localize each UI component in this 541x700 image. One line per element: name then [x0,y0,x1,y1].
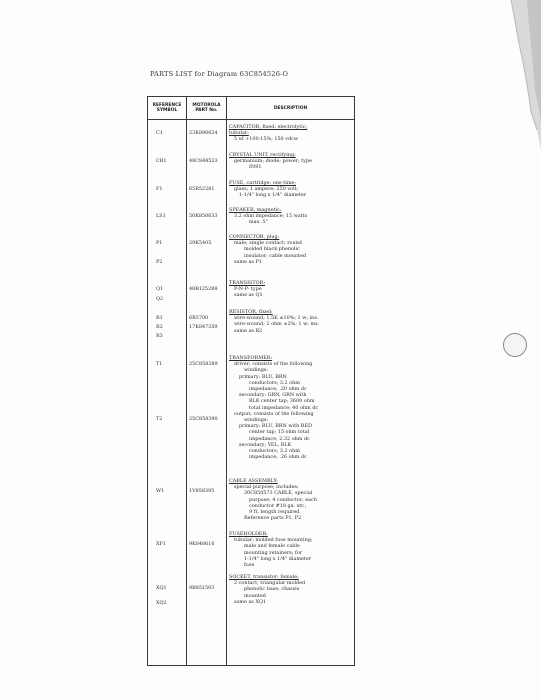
part-number: 25C858390 [189,416,218,422]
description-line: P-N-P- type [234,286,262,293]
part-number: 65R52281 [189,186,215,192]
description-line: male and female cable [244,543,300,550]
description-line: mounting retainers; for [244,549,303,556]
description-line: windings: [244,367,269,374]
description-line: primary: BLU, BRN [239,373,287,380]
reference-symbol: P1 [156,240,163,246]
description-line: max. 5" [249,219,268,226]
description-heading: TRANSISTOR: [229,280,265,286]
description-item [229,124,352,143]
description-heading: RESISTOR, fixed: [229,309,273,315]
description-column [227,120,355,666]
description-line: same as P1 [234,258,262,265]
part-number: 29K5405 [189,240,212,246]
description-heading: SPEAKER, magnetic: [229,207,282,213]
description-item [229,355,352,460]
description-line: 2 contact; triangular molded [234,580,306,587]
description-line: male; single contact; round [234,240,302,247]
reference-symbol: P2 [156,259,163,265]
part-number: 9B851503 [189,585,215,591]
description-item [229,574,352,605]
column-header-reference-symbol: REFERENCE SYMBOL [148,97,187,120]
description-line: molded black phenolic [244,246,300,253]
description-line: same as R2 [234,327,263,334]
description-line: same as Q1 [234,292,263,299]
parts-list-table [147,96,355,666]
column-header-part-number: MOTOROLA PART No. [187,97,227,120]
description-line: wire-wound; 1.5K ±10%; 1 w; ins. [234,315,319,322]
description-line: same as XQ1 [234,598,267,605]
description-line: conductors; 3.2 ohm [249,379,300,386]
page-title: PARTS LIST for Diagram 63C854526-O [150,70,289,78]
description-line: insulator; cable mounted [244,252,306,259]
reference-symbol: T1 [156,361,163,367]
part-number: 48C848523 [189,158,218,164]
reference-symbol: LS1 [156,213,166,219]
reference-symbol: R1 [156,315,163,321]
description-heading: CAPACITOR, fixed: electrolytic; [229,124,308,130]
reference-symbol: F1 [156,186,163,192]
description-line: total impedance; 40 ohm dc [249,404,319,411]
reference-symbol: Q2 [156,296,164,302]
description-line: mounted [244,592,266,599]
description-line: Reference parts P1, P2 [244,515,302,522]
description-line: primary: BLU, BRN with RED [239,423,312,430]
reference-symbol: C1 [156,130,163,136]
reference-symbol: XF1 [156,541,166,547]
description-line: 1-1/4" long x 1/4" diameter [239,192,307,199]
description-line: 9 ft. length required [249,509,300,516]
description-heading: FUSEHOLDER: [229,531,268,537]
description-item [229,280,352,299]
description-item [229,478,352,521]
part-number: 23K890624 [189,130,218,136]
description-heading: CONNECTOR, plug: [229,234,280,240]
description-line: 1-1/4" long x 1/4" diameter [244,555,312,562]
description-heading: SOCKET, transistor: female; [229,574,299,580]
part-number: 25C858389 [189,361,218,367]
part-number: 1V858395 [189,488,215,494]
description-line: 5 uf +100-15%; 150 vdcw [234,136,299,143]
part-number-column [187,120,227,666]
description-line: germanium; diode; power; type [234,158,312,165]
description-heading: CRYSTAL UNIT, rectifying: [229,152,296,158]
description-line: BLK center tap; 3600 ohm [249,398,315,405]
reference-symbol: T2 [156,416,163,422]
description-line: tubular; molded fuse mounting; [234,537,313,544]
description-item [229,531,352,568]
description-line: secondary: GRN, GRN with [239,392,307,399]
column-header-description: DESCRIPTION [227,97,355,120]
description-line: conductor #18 ga. str.; [249,502,307,509]
page-edge-shadow [471,0,541,150]
reference-symbol: Q1 [156,286,164,292]
description-line: secondary; YEL, BLK [239,441,292,448]
description-item [229,152,352,171]
part-number: 48B125288 [189,286,218,292]
description-item [229,180,352,199]
description-heading: TRANSFORMER: [229,355,273,361]
description-line: tubular: [229,130,249,137]
description-line: wire-wound; 2 ohm ±2%; 1 w; ins. [234,321,320,328]
description-line: fuse [244,562,255,569]
part-number: 9K848616 [189,541,215,547]
description-heading: CABLE ASSEMBLY: [229,478,278,484]
binder-hole [503,333,527,357]
reference-symbol: W1 [156,488,165,494]
table-header-row [148,97,355,120]
description-line: center tap; 15 ohm total [249,429,310,436]
reference-symbol: R3 [156,333,163,339]
description-item [229,309,352,334]
reference-symbol: R2 [156,324,163,330]
reference-symbol: XQ2 [156,600,167,606]
description-line: output; consists of the following [234,410,314,417]
reference-symbol: XQ1 [156,585,167,591]
reference-symbol: CR1 [156,158,167,164]
description-line: IN91 [249,164,262,171]
description-line: impedance; 2.32 ohm dc [249,435,310,442]
description-line: 3.2 ohm impedance; 15 watts [234,213,308,220]
description-line: 30C850573 CABLE, special [244,490,313,497]
part-number: 17K847359 [189,324,218,330]
description-line: glass; 1 ampere; 250 volt; [234,186,299,193]
description-line: windings: [244,417,269,424]
part-number: 6R5700 [189,315,209,321]
description-line: impedance; .26 ohm dc [249,454,307,461]
description-line: special purpose; includes: [234,484,299,491]
table-body-row [148,120,355,666]
description-heading: FUSE, cartridge: one time; [229,180,297,186]
part-number: 50K850633 [189,213,218,219]
description-line: purpose; 4 conductor; each [249,496,317,503]
description-line: phenolic base; chassis [244,586,300,593]
description-item [229,234,352,265]
description-line: conductors; 3.2 ohm [249,448,300,455]
description-item [229,207,352,226]
description-line: driver; consists of the following [234,361,313,368]
reference-symbol-column [148,120,187,666]
description-line: impedance; .20 ohm dc [249,386,307,393]
